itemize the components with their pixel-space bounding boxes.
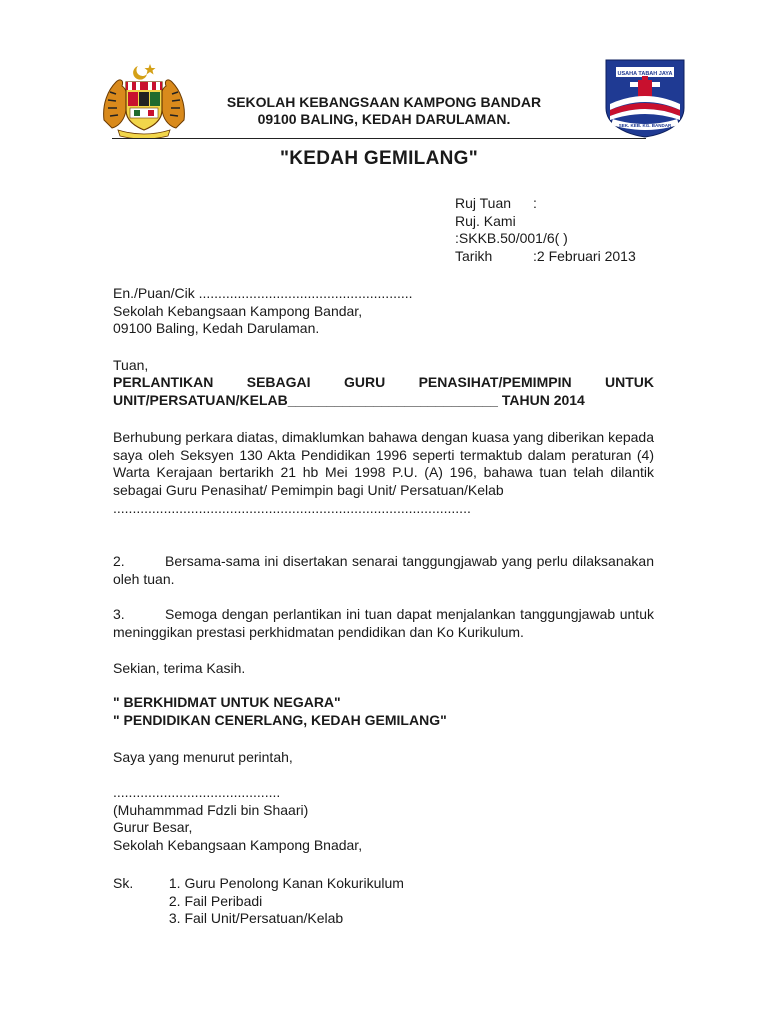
tarikh-label: Tarikh bbox=[455, 247, 493, 264]
paragraph-1-dots: ............................................................................................ bbox=[113, 499, 471, 516]
subject-word: SEBAGAI bbox=[246, 374, 311, 390]
motto-title: "KEDAH GEMILANG" bbox=[279, 148, 479, 169]
subject-heading bbox=[113, 374, 654, 409]
paragraph-2 bbox=[113, 553, 654, 588]
slogans bbox=[113, 694, 447, 729]
subject-word: PENASIHAT/PEMIMPIN bbox=[418, 374, 572, 390]
paragraph-3-number: 3. bbox=[113, 606, 125, 622]
paragraph-2-number: 2. bbox=[113, 553, 125, 569]
reference-block bbox=[455, 195, 636, 265]
paragraph-3-text: Semoga dengan perlantikan ini tuan dapat menjalankan tanggungjawab untuk meninggikan prestasi perkhidmatan pendidikan dan Ko Kurikulum. bbox=[113, 606, 654, 640]
slogan-1: " BERKHIDMAT UNTUK NEGARA" bbox=[113, 694, 341, 710]
salutation: Tuan, bbox=[113, 357, 149, 373]
school-logo bbox=[604, 58, 686, 138]
recipient-address bbox=[113, 285, 413, 338]
copy-item: 3. Fail Unit/Persatuan/Kelab bbox=[168, 910, 344, 926]
recipient-line: En./Puan/Cik ....................................................... bbox=[113, 285, 413, 301]
ruj-kami-label: Ruj. Kami bbox=[455, 212, 516, 229]
paragraph-3 bbox=[113, 606, 654, 641]
malaysia-coat-of-arms-logo bbox=[98, 60, 190, 138]
signature-dots: ........................................... bbox=[113, 784, 281, 800]
paragraph-1 bbox=[113, 429, 654, 518]
signatory-name: (Muhammmad Fdzli bin Shaari) bbox=[113, 801, 309, 818]
paragraph-1-text: Berhubung perkara diatas, dimaklumkan bahawa dengan kuasa yang diberikan kepada saya oleh Seksyen 130 Akta Pendidikan 1996 seperti termaktub dalam peraturan (4) Warta Kerajaan bertarikh 21 hb Mei 1998 P.U. (A) 196, bahawa tuan telah dilantik sebagai Guru Penasihat/ Pemimpin bagi Unit/ Persatuan/Kelab bbox=[113, 429, 654, 499]
signature-block bbox=[113, 784, 362, 854]
copy-item: 1. Guru Penolong Kanan Kokurikulum bbox=[168, 875, 404, 891]
ruj-kami-value: :SKKB.50/001/6( ) bbox=[455, 230, 568, 246]
logo-banner-text: USAHA TABAH JAYA bbox=[617, 71, 673, 77]
copy-label: Sk. bbox=[113, 875, 134, 891]
ruj-tuan-label: Ruj Tuan bbox=[455, 195, 512, 211]
subject-line-2: UNIT/PERSATUAN/KELAB___________________________ TAHUN 2014 bbox=[113, 391, 585, 408]
ref-ruj-kami-value bbox=[455, 230, 636, 248]
subject-word: GURU bbox=[343, 374, 386, 390]
closing-thanks: Sekian, terima Kasih. bbox=[113, 660, 246, 676]
signatory-school: Sekolah Kebangsaan Kampong Bnadar, bbox=[113, 836, 363, 853]
slogan-2: " PENDIDIKAN CENERLANG, KEDAH GEMILANG" bbox=[113, 711, 447, 728]
letterhead bbox=[190, 94, 578, 128]
letterhead-divider bbox=[112, 138, 646, 139]
paragraph-2-text: Bersama-sama ini disertakan senarai tanggungjawab yang perlu dilaksanakan oleh tuan. bbox=[113, 553, 654, 587]
copy-list bbox=[113, 875, 404, 928]
subject-word: UNTUK bbox=[604, 374, 654, 390]
copy-items bbox=[169, 875, 404, 928]
signatory-title: Gurur Besar, bbox=[113, 819, 193, 835]
subject-line-1 bbox=[113, 374, 654, 392]
recipient-line: 09100 Baling, Kedah Darulaman. bbox=[113, 320, 320, 336]
tarikh-value: :2 Februari 2013 bbox=[533, 247, 636, 264]
recipient-line: Sekolah Kebangsaan Kampong Bandar, bbox=[113, 302, 363, 319]
ref-ruj-tuan bbox=[455, 195, 636, 213]
ref-ruj-kami bbox=[455, 213, 636, 231]
copy-item: 2. Fail Peribadi bbox=[168, 892, 263, 909]
school-name: SEKOLAH KEBANGSAAN KAMPONG BANDAR bbox=[226, 94, 542, 110]
school-address: 09100 BALING, KEDAH DARULAMAN. bbox=[257, 111, 511, 127]
subject-word: PERLANTIKAN bbox=[113, 374, 214, 390]
ruj-tuan-sep: : bbox=[533, 195, 537, 211]
ref-tarikh bbox=[455, 248, 636, 266]
logo-bottom-text: SEK. KEB. KG. BANDAR bbox=[618, 123, 672, 128]
closing-yours: Saya yang menurut perintah, bbox=[113, 749, 293, 765]
